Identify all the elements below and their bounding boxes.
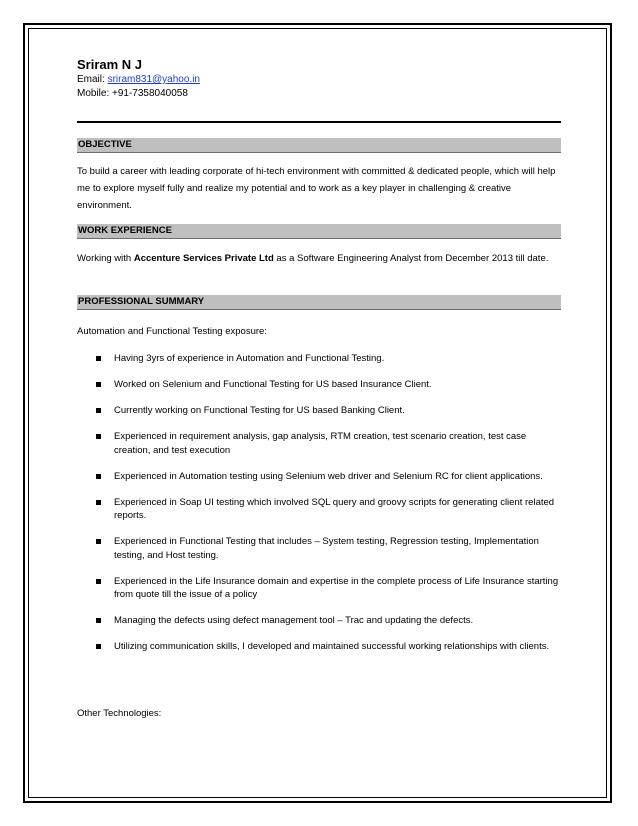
bullet-icon <box>96 434 101 439</box>
list-item <box>77 575 561 602</box>
mobile-line: Mobile: +91-7358040058 <box>77 88 188 99</box>
section-heading-objective: OBJECTIVE <box>77 138 561 153</box>
list-item <box>77 470 561 484</box>
bullet-icon <box>96 382 101 387</box>
summary-intro: Automation and Functional Testing exposure: <box>77 326 267 337</box>
list-item <box>77 614 561 628</box>
bullet-icon <box>96 618 101 623</box>
resume-header <box>77 57 561 101</box>
section-heading-work-experience: WORK EXPERIENCE <box>77 224 561 239</box>
list-item-text: Experienced in requirement analysis, gap analysis, RTM creation, test scenario creation, test case creation, and test execution <box>114 431 527 456</box>
list-item-text: Experienced in Automation testing using Selenium web driver and Selenium RC for client applications. <box>114 470 543 482</box>
bullet-icon <box>96 474 101 479</box>
section-heading-professional-summary: PROFESSIONAL SUMMARY <box>77 295 561 310</box>
work-prefix: Working with <box>77 253 134 264</box>
list-item <box>77 535 561 562</box>
list-item <box>77 378 561 392</box>
work-experience-text <box>77 250 561 267</box>
list-item-text: Experienced in Soap UI testing which involved SQL query and groovy scripts for generating client related reports. <box>114 496 555 521</box>
work-suffix: as a Software Engineering Analyst from December 2013 till date. <box>273 253 549 264</box>
list-item <box>77 404 561 418</box>
list-item <box>77 496 561 523</box>
bullet-icon <box>96 579 101 584</box>
list-item-text: Utilizing communication skills, I developed and maintained successful working relationships with clients. <box>114 641 550 652</box>
bullet-icon <box>96 500 101 505</box>
header-divider <box>77 121 561 123</box>
objective-text: To build a career with leading corporate of hi-tech environment with committed & dedicated people, which will help me to explore myself fully and realize my potential and to work as a key player in challenging & creative environment. <box>77 166 556 211</box>
email-label: Email: <box>77 74 108 85</box>
summary-bullet-list <box>77 352 561 666</box>
list-item-text: Worked on Selenium and Functional Testing for US based Insurance Client. <box>114 379 432 390</box>
bullet-icon <box>96 408 101 413</box>
email-line <box>77 73 561 87</box>
list-item <box>77 352 561 366</box>
list-item-text: Experienced in Functional Testing that includes – System testing, Regression testing, Implementation testing, and Host testing. <box>114 536 539 561</box>
email-link[interactable]: sriram831@yahoo.in <box>107 74 200 85</box>
list-item-text: Experienced in the Life Insurance domain and expertise in the complete process of Life Insurance starting from quote till the issue of a policy <box>114 575 559 600</box>
list-item-text: Having 3yrs of experience in Automation and Functional Testing. <box>114 353 385 364</box>
other-technologies-label: Other Technologies: <box>77 708 162 719</box>
bullet-icon <box>96 539 101 544</box>
list-item-text: Managing the defects using defect management tool – Trac and updating the defects. <box>114 615 474 626</box>
list-item <box>77 640 561 654</box>
company-name: Accenture Services Private Ltd <box>133 253 274 264</box>
bullet-icon <box>96 356 101 361</box>
list-item-text: Currently working on Functional Testing for US based Banking Client. <box>114 405 405 416</box>
candidate-name: Sriram N J <box>77 57 143 72</box>
list-item <box>77 430 561 457</box>
bullet-icon <box>96 644 101 649</box>
